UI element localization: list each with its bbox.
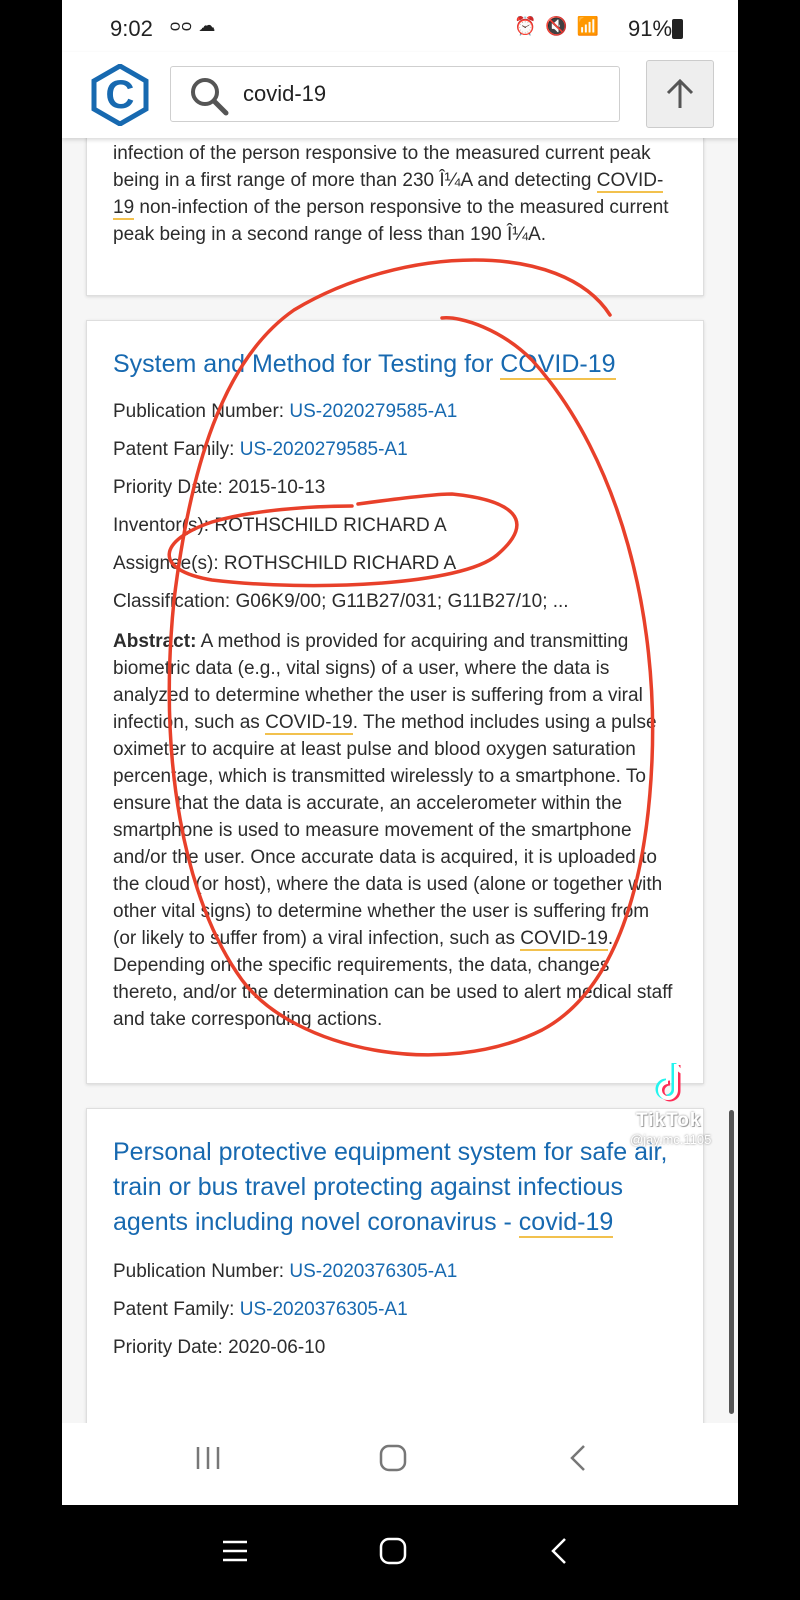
priority-date-row [87,476,703,514]
publication-number-link[interactable]: US-2020376305-A1 [289,1261,458,1282]
recents-icon[interactable] [193,1443,223,1473]
results-list[interactable] [62,138,738,1423]
field-label: Priority Date: [113,477,223,498]
result-snippet [87,138,703,248]
abstract-text: . Depending on the specific requirements, the data, changes thereto, and/or the determination can be used to alert medical staff and take corresponding actions. [113,928,673,1030]
field-label: Priority Date: [113,1337,223,1358]
menu-icon[interactable] [220,1536,250,1566]
publication-number-link[interactable]: US-2020279585-A1 [289,401,458,422]
search-term-highlight: COVID-19 [520,928,608,949]
field-label: Inventor(s): [113,515,210,536]
scroll-to-top-button[interactable] [646,60,714,128]
back-icon[interactable] [564,1443,594,1473]
field-label: Patent Family: [113,1299,235,1320]
classification-row [87,590,703,628]
battery-percent: 91% [628,16,673,41]
abstract [87,628,703,1033]
search-term-highlight: COVID-19 [113,170,664,218]
system-status-icons: ⏰ 🔇 📶 [514,16,602,36]
tiktok-watermark [630,1060,738,1150]
priority-date-value: 2015-10-13 [228,477,326,498]
status-bar [62,0,738,52]
priority-date-value: 2020-06-10 [228,1337,326,1358]
inventor-value: ROTHSCHILD RICHARD A [214,515,447,536]
notification-icons: ᴑᴑ ☁ [170,16,217,35]
device-navigation-bar [0,1505,800,1600]
home-icon[interactable] [378,1536,408,1566]
search-input[interactable] [241,76,605,112]
snippet-text: infection of the person responsive to the measured current peak being in a first range of more than 230 Î¼A and detecting [113,143,651,191]
patent-family-row [87,1298,703,1336]
tiktok-name: TikTok [636,1110,702,1131]
result-card [86,1108,704,1423]
snippet-text: non-infection of the person responsive to the measured current peak being in a second range of less than 190 Î¼A. [113,197,669,245]
title-text: System and Method for Testing for [113,350,501,378]
patent-family-link[interactable]: US-2020279585-A1 [239,439,408,460]
patent-family-row [87,438,703,476]
abstract-label: Abstract: [113,631,197,652]
tiktok-username: @jay.mc.1105 [630,1132,712,1147]
home-icon[interactable] [378,1443,408,1473]
title-text: Personal protective equipment system for safe air, train or bus travel protecting against infectious agents including novel coronavirus - [113,1138,668,1236]
arrow-up-icon [647,61,713,127]
status-time: 9:02 [110,16,153,41]
search-icon[interactable] [189,76,229,116]
inventor-row [87,514,703,552]
field-label: Classification: [113,591,231,612]
result-card [86,320,704,1084]
tiktok-logo-icon [654,1060,694,1108]
phone-screen [62,0,738,1505]
app-logo-icon[interactable] [90,64,150,126]
patent-family-link[interactable]: US-2020376305-A1 [239,1299,408,1320]
field-label: Publication Number: [113,401,285,422]
search-term-highlight: COVID-19 [500,350,616,378]
field-label: Patent Family: [113,439,235,460]
app-header [62,52,738,138]
battery-icon [672,19,683,39]
publication-number-row [87,400,703,438]
assignee-value: ROTHSCHILD RICHARD A [223,553,457,574]
field-label: Assignee(s): [113,553,219,574]
logo-letter: C [105,73,135,117]
field-label: Publication Number: [113,1261,285,1282]
back-icon[interactable] [545,1536,575,1566]
result-card [86,138,704,296]
phone-navigation-bar [62,1423,738,1505]
publication-number-row [87,1260,703,1298]
result-title-link[interactable] [87,1109,703,1240]
search-term-highlight: covid-19 [518,1208,614,1236]
priority-date-row [87,1336,703,1374]
abstract-text: A method is provided for acquiring and transmitting biometric data (e.g., vital signs) of a user, where the data is analyzed to determine whether the user is suffering from a viral infection, such as [113,631,643,733]
scrollbar[interactable] [729,1110,734,1414]
search-box[interactable] [170,66,620,122]
classification-value: G06K9/00; G11B27/031; G11B27/10; ... [235,591,569,612]
abstract-text: . The method includes using a pulse oximeter to acquire at least pulse and blood oxygen saturation percentage, which is transmitted wirelessly to a smartphone. To ensure that the data is accurate, an accelerometer within the smartphone is used to measure movement of the smartphone and/or the user. Once accurate data is acquired, it is uploaded to the cloud (or host), where the data is used (alone or together with other vital signs) to determine whether the user is suffering from (or likely to suffer from) a viral infection, such as [113,712,663,949]
assignee-row [87,552,703,590]
search-term-highlight: COVID-19 [265,712,353,733]
result-title-link[interactable] [87,321,703,382]
